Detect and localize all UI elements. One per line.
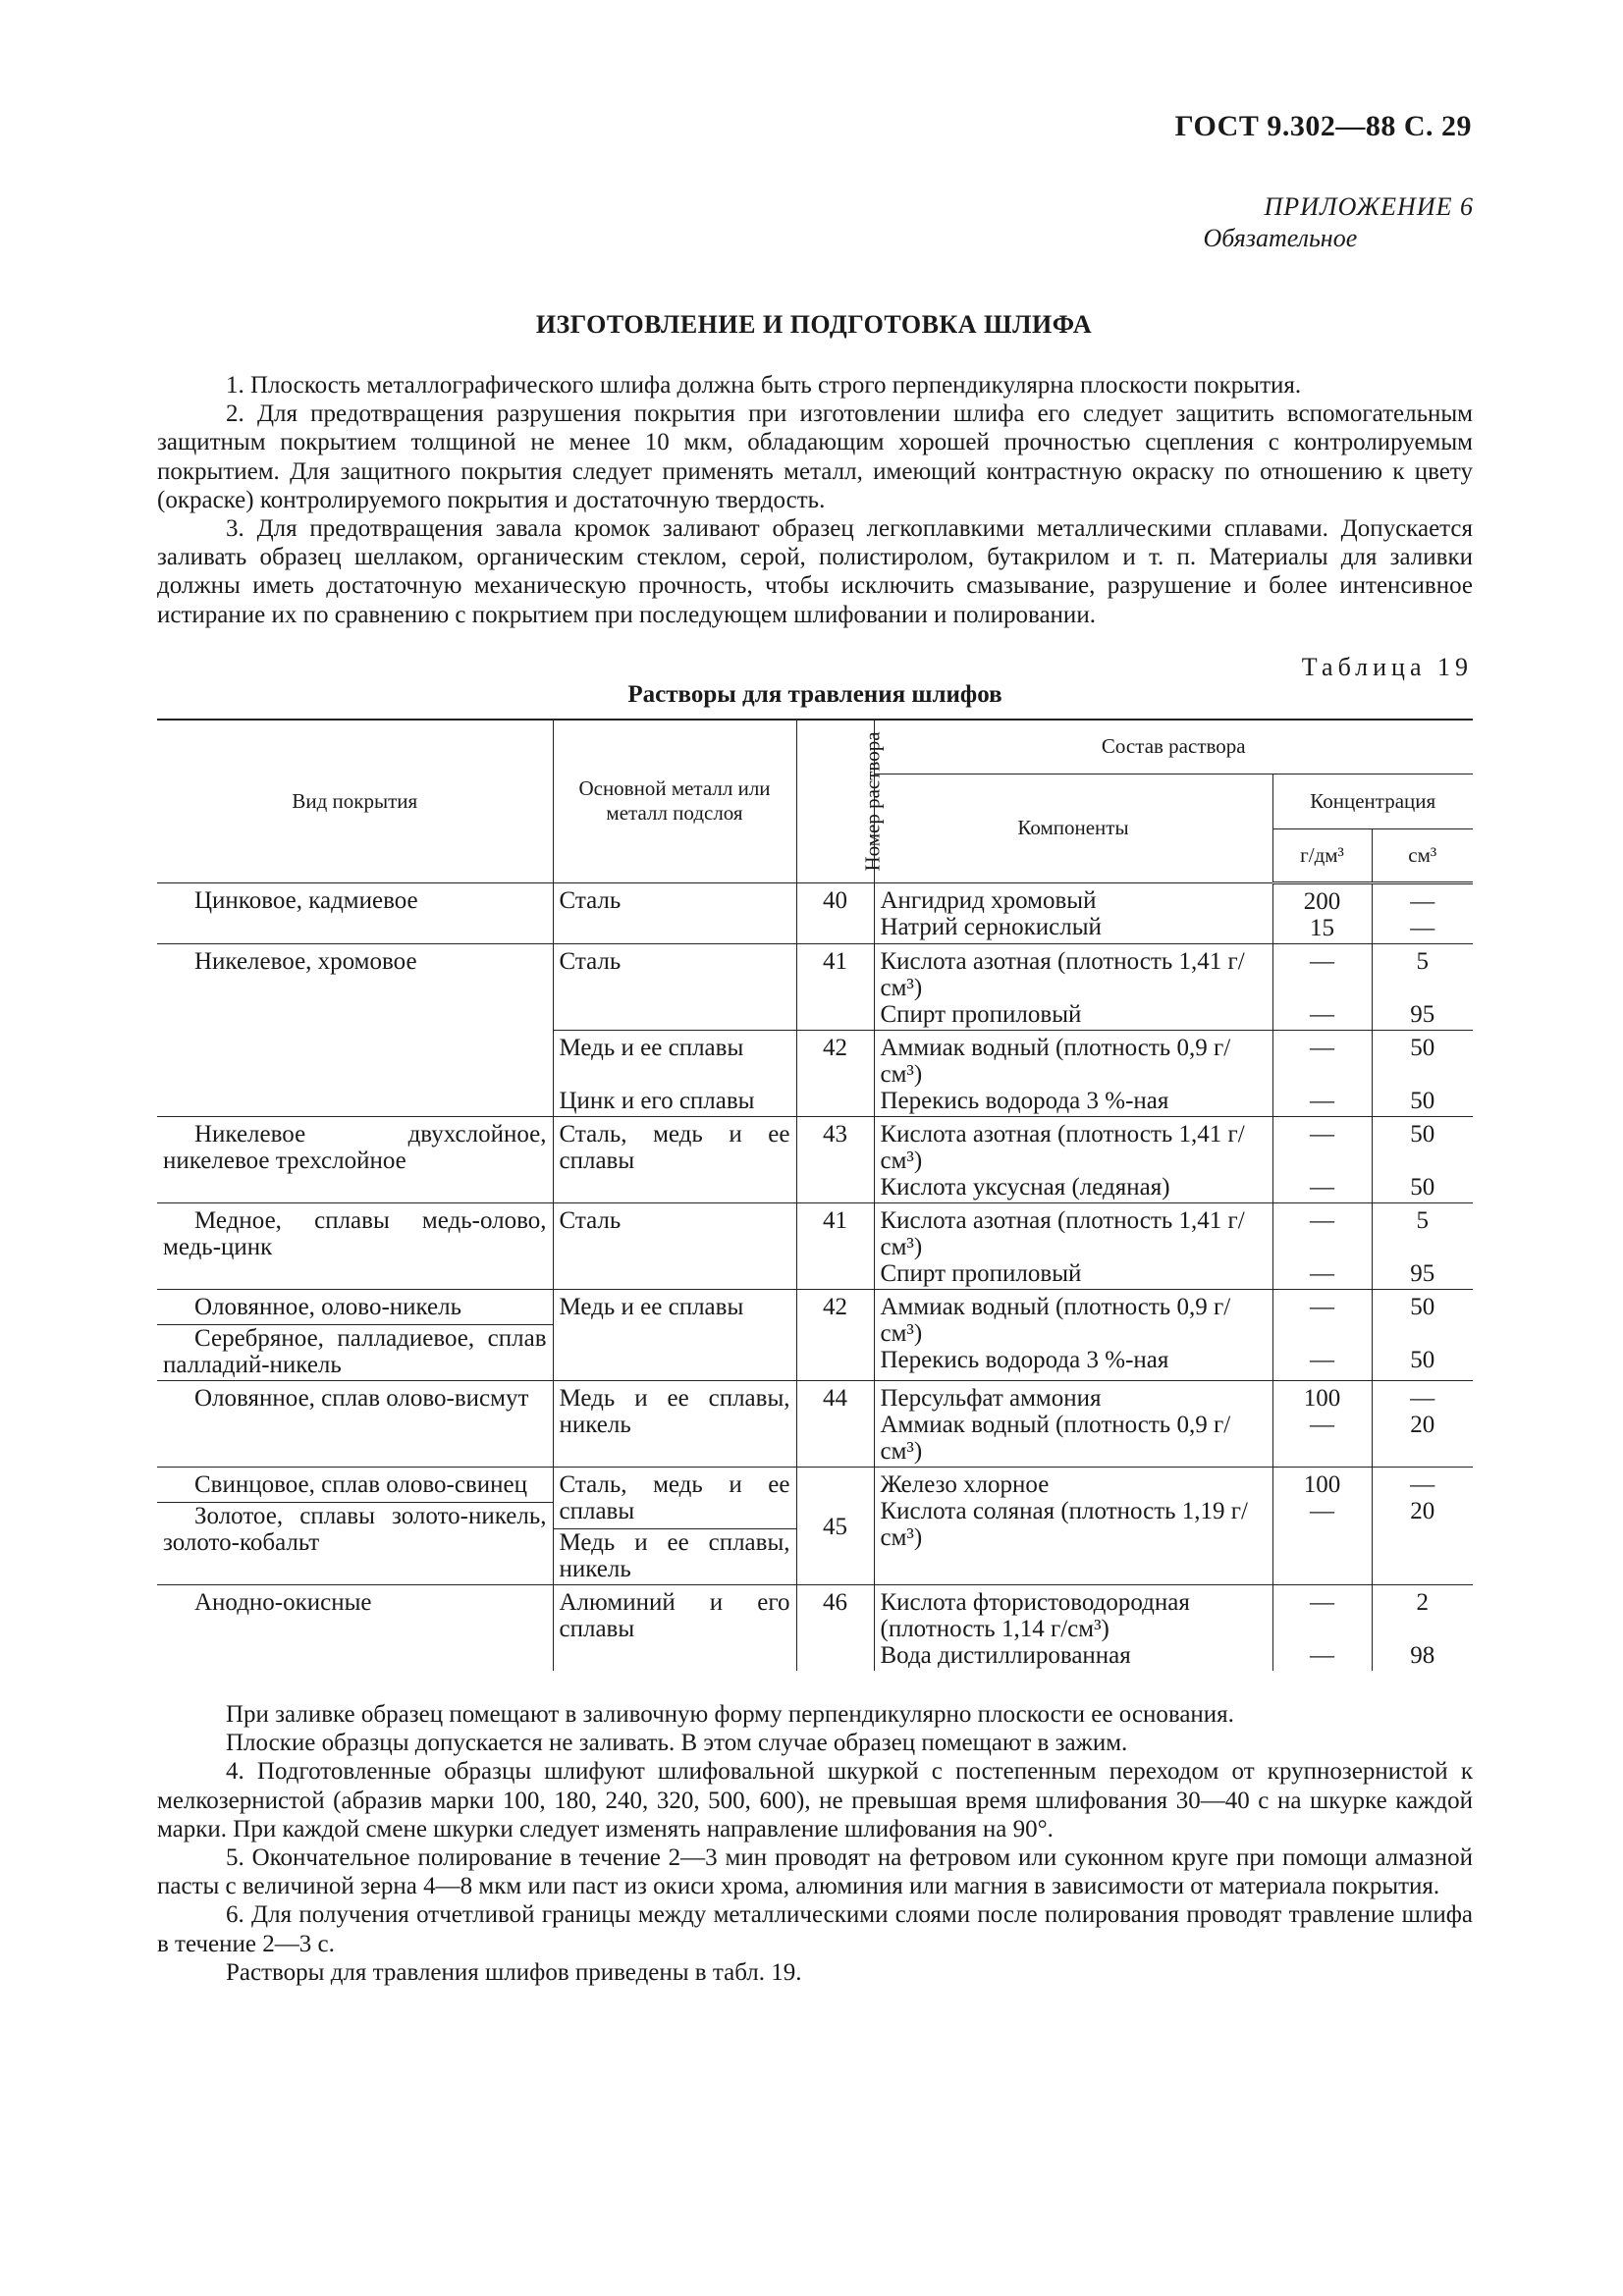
- header-solution-number: [796, 720, 885, 882]
- coating-cell: Серебряное, палладиевое, сплав палладий-никель: [163, 1324, 547, 1378]
- document-title: ИЗГОТОВЛЕНИЕ И ПОДГОТОВКА ШЛИФА: [535, 310, 1093, 339]
- base-metal-cell: Сталь: [559, 1206, 622, 1234]
- table-row: [157, 1202, 1473, 1289]
- base-metal-cell: Медь и ее сплавы: [559, 1293, 744, 1320]
- table-row: [157, 1584, 1473, 1671]
- component-item: Кислота уксусная (ледяная): [880, 1173, 1170, 1201]
- paragraph-5: 5. Окончательное полирование в течение 2—3 мин проводят на фетровом или суконном круге при помощи алмазной пасты с величиной зерна 4—8 мкм или паст из окиси хрома, алюминия или магния в зависимости от материала покрытия.: [157, 1844, 1473, 1900]
- base-metal-cell: Цинк и его сплавы: [559, 1087, 755, 1114]
- conc-cm-value: 2: [1416, 1588, 1429, 1616]
- paragraph-flat-samples: Плоские образцы допускается не заливать. В этом случае образец помещают в зажим.: [226, 1730, 1128, 1757]
- solution-number-cell: 44: [796, 1380, 874, 1467]
- table-row: [157, 882, 1473, 943]
- solution-number-cell: 41: [796, 943, 874, 1030]
- paragraph-2: 2. Для предотвращения разрушения покрытия при изготовлении шлифа его следует защитить вспомогательным защитным покрытием толщиной не менее 10 мкм, обладающим хорошей прочностью сцепления с контролируемым покрытием. Для защитного покрытия следует применять металл, имеющий контрастную окраску по отношению к цвету (окраске) контролируемого покрытия и достаточную твердость.: [157, 400, 1473, 513]
- header-solution-number-text: Номер раствора: [860, 731, 885, 872]
- conc-g-value: —: [1310, 1087, 1334, 1114]
- coating-cell: Свинцовое, сплав олово-свинец: [194, 1470, 527, 1498]
- conc-cm-value: 50: [1410, 1173, 1435, 1201]
- component-item: Кислота азотная (плотность 1,41 г/см³): [880, 947, 1245, 1001]
- conc-g-value: —: [1310, 1293, 1334, 1320]
- conc-g-value: —: [1310, 1497, 1334, 1524]
- header-composition: Состав раствора: [874, 720, 1473, 774]
- base-metal-cell: Сталь: [559, 886, 622, 914]
- conc-cm-value: —: [1410, 887, 1435, 915]
- component-item: Аммиак водный (плотность 0,9 г/см³): [880, 1411, 1231, 1465]
- conc-g-value: 15: [1310, 914, 1334, 941]
- component-item: Спирт пропиловый: [880, 1000, 1082, 1028]
- table-number: Таблица 19: [1301, 653, 1473, 681]
- conc-g-value: —: [1310, 1346, 1334, 1373]
- component-item: Вода дистиллированная: [880, 1641, 1131, 1669]
- conc-cm-value: 98: [1410, 1641, 1435, 1669]
- component-item: Перекись водорода 3 %-ная: [880, 1346, 1169, 1373]
- conc-g-value: —: [1310, 1034, 1334, 1061]
- conc-g-value: —: [1310, 1259, 1334, 1287]
- conc-cm-value: 95: [1410, 1000, 1435, 1028]
- table-row: [157, 943, 1473, 1030]
- paragraph-filling: При заливке образец помещают в заливочную форму перпендикулярно плоскости ее основания.: [226, 1701, 1234, 1728]
- solution-number-cell: 42: [796, 1289, 874, 1380]
- paragraph-6: 6. Для получения отчетливой границы между металлическими слоями после полирования проводят травление шлифа в течение 2—3 с.: [157, 1901, 1473, 1957]
- conc-g-value: 100: [1303, 1470, 1341, 1498]
- base-metal-cell: Медь и ее сплавы, никель: [554, 1528, 796, 1582]
- component-item: Кислота азотная (плотность 1,41 г/см³): [880, 1206, 1245, 1260]
- conc-cm-value: 50: [1410, 1346, 1435, 1373]
- header-components: Компоненты: [874, 774, 1272, 882]
- table-title: Растворы для травления шлифов: [627, 681, 1002, 708]
- base-metal-cell: Медь и ее сплавы, никель: [559, 1384, 790, 1438]
- header-unit-g: г/дм³: [1272, 828, 1372, 882]
- header-unit-cm: см³: [1372, 828, 1473, 882]
- base-metal-cell: Сталь, медь и ее сплавы: [559, 1120, 790, 1174]
- solution-number-cell: 46: [796, 1584, 874, 1671]
- conc-g-value: 200: [1303, 887, 1341, 915]
- appendix-status: Обязательное: [1203, 224, 1358, 252]
- conc-cm-value: 5: [1416, 1206, 1429, 1234]
- appendix-number: ПРИЛОЖЕНИЕ 6: [1264, 192, 1474, 221]
- conc-cm-value: 95: [1410, 1259, 1435, 1287]
- coating-cell: Никелевое двухслойное, никелевое трехслойное: [163, 1120, 547, 1174]
- paragraphs-after: [157, 1700, 1473, 1987]
- component-item: Кислота фтористоводородная (плотность 1,14 г/см³): [880, 1588, 1190, 1642]
- conc-cm-value: —: [1410, 1470, 1435, 1498]
- coating-cell: Цинковое, кадмиевое: [194, 886, 418, 914]
- solution-number-cell: 45: [796, 1467, 874, 1584]
- conc-cm-value: 20: [1410, 1497, 1435, 1524]
- component-item: Кислота соляная (плотность 1,19 г/см³): [880, 1497, 1248, 1551]
- base-metal-cell: Сталь, медь и ее сплавы: [559, 1470, 790, 1524]
- solution-number-cell: 42: [796, 1030, 874, 1116]
- conc-g-value: —: [1310, 1588, 1334, 1616]
- component-item: Персульфат аммония: [880, 1384, 1102, 1412]
- solution-number-cell: 41: [796, 1202, 874, 1289]
- conc-cm-value: 50: [1410, 1120, 1435, 1148]
- base-metal-cell: Медь и ее сплавы: [559, 1034, 744, 1061]
- paragraph-1: 1. Плоскость металлографического шлифа должна быть строго перпендикулярна плоскости покрытия.: [226, 372, 1302, 399]
- paragraph-3: 3. Для предотвращения завала кромок заливают образец легкоплавкими металлическими сплавами. Допускается заливать образец шеллаком, органическим стеклом, серой, полистиролом, бутакрилом и т. п. Материалы для заливки должны иметь достаточную механическую прочность, чтобы исключить смазывание, разрушение и более интенсивное истирание их по сравнению с покрытием при последующем шлифовании и полировании.: [157, 515, 1473, 628]
- component-item: Аммиак водный (плотность 0,9 г/см³): [880, 1293, 1231, 1347]
- table-row: [157, 1467, 1473, 1584]
- component-item: Натрий сернокислый: [880, 913, 1102, 940]
- paragraph-4: 4. Подготовленные образцы шлифуют шлифовальной шкуркой с постепенным переходом от крупнозернистой к мелкозернистой (абразив марки 100, 180, 240, 320, 500, 600), не превышая время шлифования 30—40 с на шкурке каждой марки. При каждой смене шкурки следует изменять направление шлифования на 90°.: [157, 1758, 1473, 1842]
- coating-cell: Анодно-окисные: [194, 1588, 372, 1616]
- conc-g-value: —: [1310, 1120, 1334, 1148]
- header-base-metal: Основной металл или металл подслоя: [553, 720, 796, 882]
- conc-g-value: —: [1310, 1641, 1334, 1669]
- conc-cm-value: 5: [1416, 947, 1429, 975]
- appendix-label: [1203, 191, 1474, 254]
- conc-cm-value: 20: [1410, 1411, 1435, 1438]
- conc-cm-value: 50: [1410, 1087, 1435, 1114]
- coating-cell: Никелевое, хромовое: [194, 947, 417, 975]
- component-item: Железо хлорное: [880, 1470, 1050, 1498]
- conc-g-value: —: [1310, 1206, 1334, 1234]
- base-metal-cell: Сталь: [559, 947, 622, 975]
- solution-number-cell: 40: [796, 882, 874, 943]
- etching-solutions-table: [157, 719, 1473, 1671]
- solution-number-cell: 43: [796, 1116, 874, 1202]
- conc-g-value: —: [1310, 1411, 1334, 1438]
- component-item: Спирт пропиловый: [880, 1259, 1082, 1287]
- header-concentration: Концентрация: [1272, 774, 1473, 828]
- conc-g-value: —: [1310, 947, 1334, 975]
- component-item: Аммиак водный (плотность 0,9 г/см³): [880, 1034, 1231, 1088]
- table-row: [157, 1289, 1473, 1380]
- conc-g-value: —: [1310, 1173, 1334, 1201]
- coating-cell: Медное, сплавы медь-олово, медь-цинк: [163, 1206, 547, 1260]
- component-item: Кислота азотная (плотность 1,41 г/см³): [880, 1120, 1245, 1174]
- table-row: [157, 1116, 1473, 1202]
- component-item: Перекись водорода 3 %-ная: [880, 1087, 1169, 1114]
- coating-cell: Золотое, сплавы золото-никель, золото-кобальт: [163, 1502, 547, 1556]
- conc-g-value: —: [1310, 1000, 1334, 1028]
- conc-cm-value: —: [1410, 1384, 1435, 1412]
- conc-cm-value: 50: [1410, 1293, 1435, 1320]
- page-header: ГОСТ 9.302—88 С. 29: [1174, 110, 1472, 142]
- header-coating: Вид покрытия: [157, 720, 553, 882]
- paragraphs-before: [157, 371, 1473, 629]
- conc-cm-value: —: [1410, 914, 1435, 941]
- paragraph-table-ref: Растворы для травления шлифов приведены в табл. 19.: [226, 1958, 802, 1986]
- coating-cell: Оловянное, сплав олово-висмут: [194, 1384, 529, 1412]
- conc-g-value: 100: [1303, 1384, 1341, 1412]
- table-row: [157, 1380, 1473, 1467]
- coating-cell: Оловянное, олово-никель: [194, 1293, 462, 1320]
- component-item: Ангидрид хромовый: [880, 886, 1097, 914]
- conc-cm-value: 50: [1410, 1034, 1435, 1061]
- base-metal-cell: Алюминий и его сплавы: [559, 1588, 790, 1642]
